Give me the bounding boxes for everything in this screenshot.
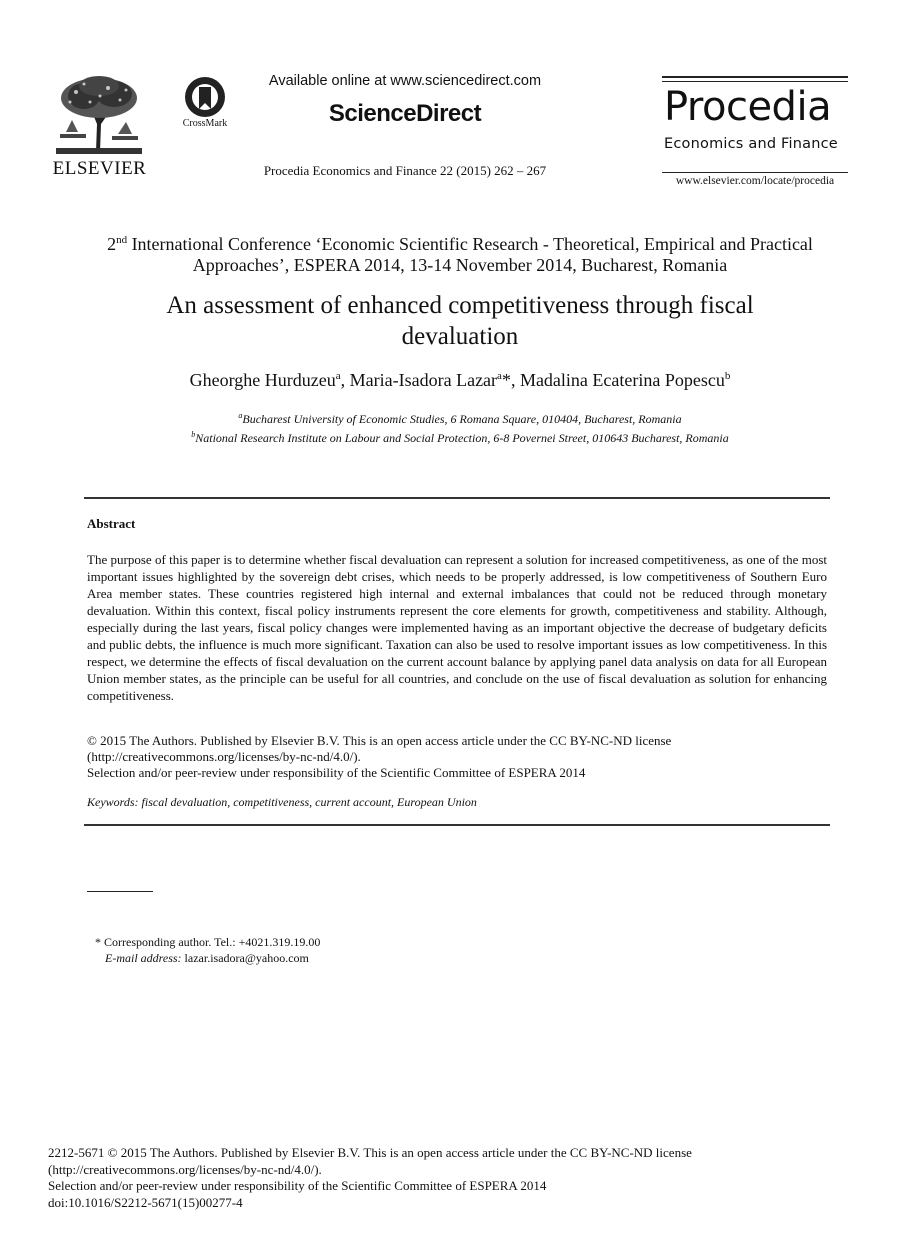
- footer-license-link[interactable]: (http://creativecommons.org/licenses/by-nc-nd/4.0/).: [48, 1161, 322, 1177]
- corresponding-author: [95, 934, 695, 966]
- author-affiliation-mark: b: [724, 370, 731, 382]
- journal-reference: Procedia Economics and Finance 22 (2015) 262 – 267: [263, 163, 547, 178]
- divider: [662, 76, 848, 78]
- author-separator: *,: [501, 370, 520, 390]
- email-address[interactable]: lazar.isadora@yahoo.com: [181, 951, 309, 965]
- author-affiliation-mark: a: [497, 370, 502, 382]
- footer-line: Selection and/or peer-review under responsibility of the Scientific Committee of ESPERA 2014: [48, 1178, 547, 1193]
- email-label: E-mail address:: [105, 951, 182, 965]
- doi[interactable]: doi:10.1016/S2212-5671(15)00277-4: [48, 1194, 243, 1210]
- copyright-notice: [87, 733, 827, 781]
- conference-ordinal: 2: [107, 234, 117, 254]
- conference-info: [60, 230, 860, 276]
- crossmark-icon: [177, 75, 233, 119]
- affiliation-list: [60, 408, 860, 446]
- conference-ordinal-suffix: nd: [116, 234, 128, 246]
- platform-name: ScienceDirect: [328, 100, 482, 127]
- publisher-name: ELSEVIER: [52, 158, 147, 179]
- title-line: An assessment of enhanced competitiveness through fiscal: [166, 292, 754, 319]
- paper-title: [80, 290, 840, 352]
- footnote-divider: [87, 891, 153, 892]
- divider: [84, 824, 830, 826]
- conference-line1: International Conference ‘Economic Scientific Research - Theoretical, Empirical and Practical: [127, 234, 813, 254]
- author-affiliation-mark: a: [335, 370, 341, 382]
- divider: [662, 81, 848, 82]
- license-link[interactable]: (http://creativecommons.org/licenses/by-nc-nd/4.0/).: [87, 749, 361, 764]
- abstract-heading: Abstract: [87, 516, 136, 531]
- brand-title: Procedia: [664, 84, 832, 130]
- brand-url[interactable]: www.elsevier.com/locate/procedia: [675, 175, 835, 187]
- conference-line2: Approaches’, ESPERA 2014, 13-14 November 2014, Bucharest, Romania: [192, 255, 728, 275]
- brand-subtitle: Economics and Finance: [664, 136, 838, 152]
- procedia-brand: [662, 76, 848, 186]
- available-online-text[interactable]: Available online at www.sciencedirect.com: [268, 73, 542, 89]
- elsevier-tree-icon: [56, 74, 142, 154]
- affiliation-text: Bucharest University of Economic Studies, 6 Romana Square, 010404, Bucharest, Romania: [242, 412, 682, 426]
- author-separator: ,: [340, 370, 350, 390]
- crossmark-label: CrossMark: [182, 118, 228, 129]
- title-line: devaluation: [401, 323, 519, 350]
- author-name: Gheorghe Hurduzeu: [189, 370, 336, 390]
- copyright-line: Selection and/or peer-review under responsibility of the Scientific Committee of ESPERA 2014: [87, 765, 586, 780]
- affiliation: [60, 427, 860, 446]
- author-name: Maria-Isadora Lazar: [349, 370, 498, 390]
- divider: [662, 172, 848, 173]
- author-list: [60, 370, 860, 391]
- elsevier-logo: [52, 74, 147, 178]
- footer-line: 2212-5671 © 2015 The Authors. Published by Elsevier B.V. This is an open access article under the CC BY-NC-ND license: [48, 1145, 692, 1160]
- keywords: Keywords: fiscal devaluation, competitiveness, current account, European Union: [87, 795, 477, 809]
- affiliation: [60, 408, 860, 427]
- author-name: Madalina Ecaterina Popescu: [519, 370, 725, 390]
- divider: [84, 497, 830, 499]
- abstract-body: The purpose of this paper is to determine whether fiscal devaluation can represent a solution for increased competitiveness, as one of the most important issues highlighted by the sovereign debt crises, which needs to be properly addressed, is low competitiveness of Southern Euro Area member states. These countries registered high internal and external imbalances that could not be reduced through monetary devaluation. Within this context, fiscal policy instruments represent the core elements for growth, competitiveness and stability. Although, especially during the last years, fiscal policy changes were implemented having as an important objective the decrease of budgetary deficits and public debts, the influence is much more significant. Taxation can also be used to resolve important issues as low competitiveness. In this respect, we determine the effects of fiscal devaluation on the current account balance by applying panel data analysis on data for all European Union member states, as the principle can be useful for all countries, and conclude on the use of fiscal devaluation as solution for enhancing competitiveness.: [87, 552, 827, 703]
- affiliation-mark: b: [191, 430, 196, 439]
- copyright-line: © 2015 The Authors. Published by Elsevier B.V. This is an open access article under the CC BY-NC-ND license: [87, 733, 672, 748]
- affiliation-mark: a: [238, 411, 243, 420]
- page-footer: [48, 1145, 868, 1211]
- corresponding-author-phone: * Corresponding author. Tel.: +4021.319.19.00: [95, 935, 321, 949]
- affiliation-text: National Research Institute on Labour and Social Protection, 6-8 Povernei Street, 010643 Bucharest, Romania: [195, 431, 729, 445]
